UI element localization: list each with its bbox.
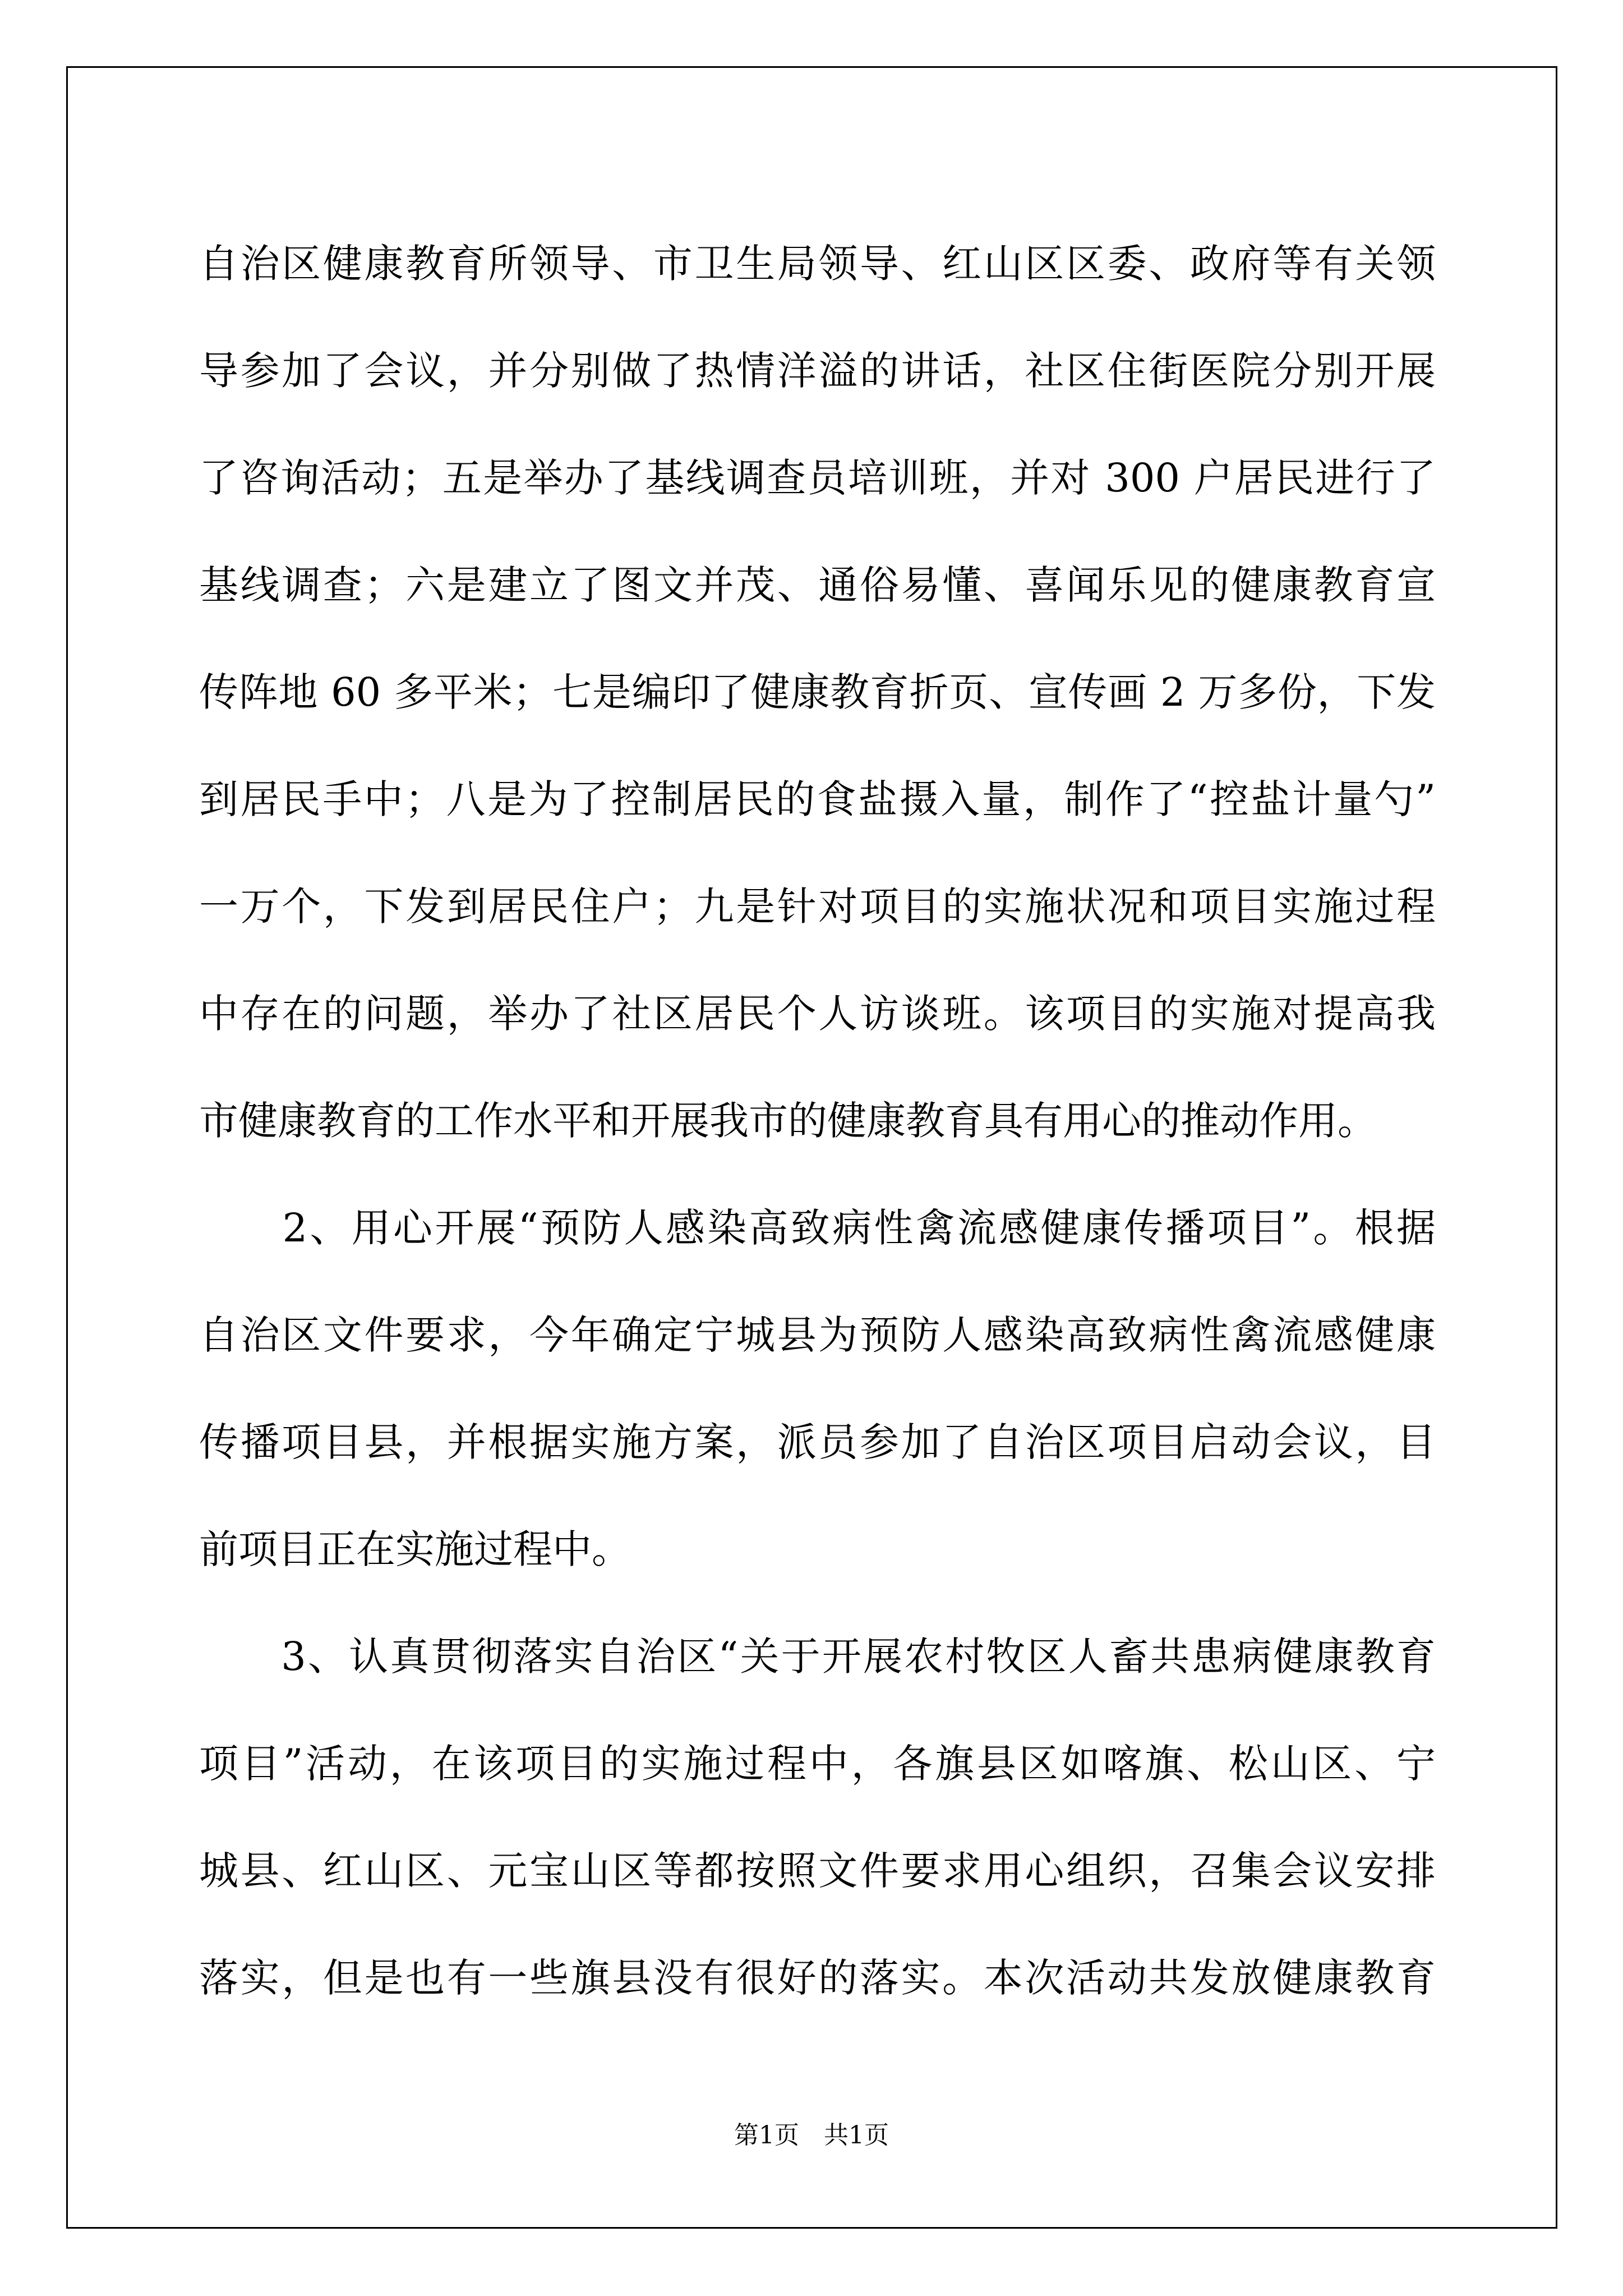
text-line-16: 城县、红山区、元宝山区等都按照文件要求用心组织，召集会议安排 <box>199 1848 1436 1894</box>
text-line-2: 导参加了会议，并分别做了热情洋溢的讲话，社区住街医院分别开展 <box>199 348 1436 394</box>
text-line-17: 落实，但是也有一些旗县没有很好的落实。本次活动共发放健康教育 <box>199 1955 1436 2001</box>
body-text <box>199 210 1436 2032</box>
text-line-6: 到居民手中；八是为了控制居民的食盐摄入量，制作了“控盐计量勺” <box>199 776 1436 822</box>
page-footer: 第1页 共1页 <box>734 2121 889 2150</box>
text-line-7: 一万个，下发到居民住户；九是针对项目的实施状况和项目实施过程 <box>199 884 1436 930</box>
text-line-10: 2、用心开展“预防人感染高致病性禽流感健康传播项目”。根据 <box>199 1205 1436 1251</box>
text-line-5: 传阵地 60 多平米；七是编印了健康教育折页、宣传画 2 万多份，下发 <box>199 669 1436 715</box>
text-line-1: 自治区健康教育所领导、市卫生局领导、红山区区委、政府等有关领 <box>199 241 1436 287</box>
text-line-15: 项目”活动，在该项目的实施过程中，各旗县区如喀旗、松山区、宁 <box>199 1741 1436 1787</box>
text-line-14: 3、认真贯彻落实自治区“关于开展农村牧区人畜共患病健康教育 <box>199 1634 1436 1680</box>
text-line-8: 中存在的问题，举办了社区居民个人访谈班。该项目的实施对提高我 <box>199 991 1436 1037</box>
text-line-3: 了咨询活动；五是举办了基线调查员培训班，并对 300 户居民进行了 <box>199 455 1436 501</box>
text-line-12: 传播项目县，并根据实施方案，派员参加了自治区项目启动会议，目 <box>199 1419 1436 1465</box>
text-line-9: 市健康教育的工作水平和开展我市的健康教育具有用心的推动作用。 <box>199 1098 1377 1144</box>
text-line-4: 基线调查；六是建立了图文并茂、通俗易懂、喜闻乐见的健康教育宣 <box>199 562 1436 608</box>
text-line-13: 前项目正在实施过程中。 <box>199 1526 631 1572</box>
text-line-11: 自治区文件要求，今年确定宁城县为预防人感染高致病性禽流感健康 <box>199 1312 1436 1358</box>
